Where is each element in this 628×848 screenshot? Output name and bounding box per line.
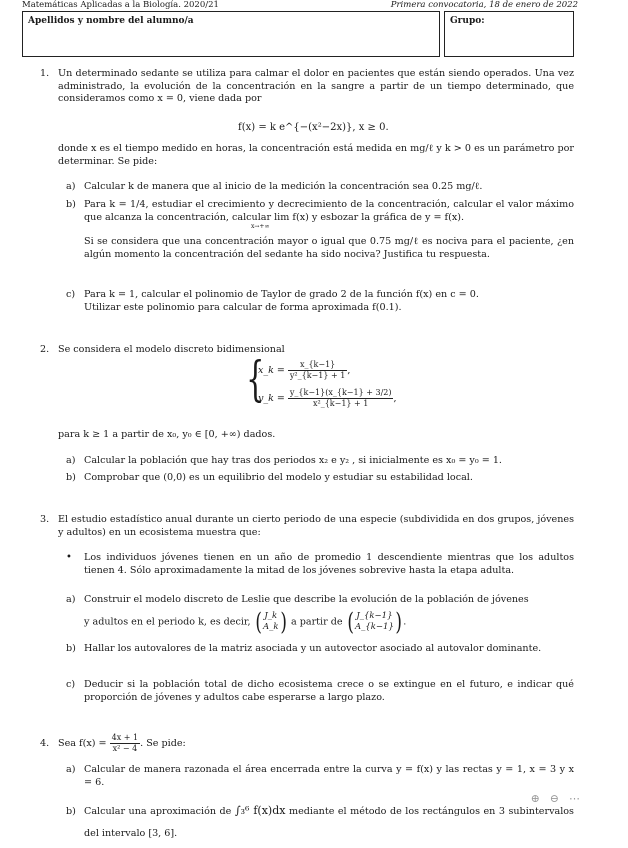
eq1-denominator: y²_{k−1} + 1 bbox=[289, 371, 346, 380]
item-label: b) bbox=[66, 472, 76, 483]
problem-4-number: 4. bbox=[40, 738, 50, 749]
more-icon[interactable]: ⋯ bbox=[569, 792, 590, 805]
group-label: Grupo: bbox=[450, 16, 485, 26]
item-label: b) bbox=[66, 643, 76, 654]
problem-1-number: 1. bbox=[40, 68, 50, 79]
problem-3b: Hallar los autovalores de la matriz asociada y un autovector asociado al autovalor dominante. bbox=[84, 643, 542, 654]
vector-current bbox=[263, 611, 279, 633]
problem-4b bbox=[84, 800, 574, 845]
problem-2-number: 2. bbox=[40, 344, 50, 355]
vec2-bottom: A_{k−1} bbox=[354, 622, 394, 632]
problem-2-condition: para k ≥ 1 a partir de x₀, y₀ ∈ [0, +∞) dados. bbox=[58, 429, 276, 440]
problem-1-formula: f(x) = k e^{−(x²−2x)}, x ≥ 0. bbox=[238, 122, 389, 133]
eq2-lhs: y_k = bbox=[258, 393, 285, 404]
problem-1a: Calcular k de manera que al inicio de la medición la concentración sea 0.25 mg/ℓ. bbox=[84, 181, 483, 192]
problem-1c-part2: Utilizar este polinomio para calcular de forma aproximada f(0.1). bbox=[84, 302, 402, 313]
problem-3-intro: El estudio estadístico anual durante un cierto periodo de una especie (subdividida en dos grupos, jóvenes y adultos) en un ecosistema muestra que: bbox=[58, 514, 574, 538]
group-box[interactable] bbox=[444, 11, 574, 57]
vec1-top: J_k bbox=[264, 611, 278, 621]
p4b-post: mediante el método de los rectángulos en 3 subintervalos del intervalo [3, 6]. bbox=[84, 806, 574, 839]
problem-3-bullet: Los individuos jóvenes tienen en un año de promedio 1 descendiente mientras que los adultos tienen 4. Sólo aproximadamente la mitad de los jóvenes sobrevive hasta la etapa adulta. bbox=[84, 552, 574, 576]
system-eq-2: y_k = $\frac{y\_\{k-1\}(x\_\{k-1\} + 3/2)}{\text{x²\_\{k−1\} + 1}}$ , bbox=[258, 388, 397, 408]
problem-1c-part1: Para k = 1, calcular el polinomio de Taylor de grado 2 de la función f(x) en c = 0. bbox=[84, 289, 479, 300]
p4b-pre: Calcular una aproximación de bbox=[84, 806, 232, 817]
f-numerator: 4x + 1 bbox=[111, 733, 139, 742]
zoom-in-icon[interactable]: ⊕ bbox=[530, 792, 550, 805]
paren-close: ) bbox=[395, 608, 402, 636]
paren-open: ( bbox=[347, 608, 354, 636]
problem-4a: Calcular de manera razonada el área encerrada entre la curva y = f(x) y las rectas y = 1, x = 3 y x = 6. bbox=[84, 764, 574, 788]
item-label: b) bbox=[66, 806, 76, 817]
problem-2b: Comprobar que (0,0) es un equilibrio del modelo y estudiar su estabilidad local. bbox=[84, 472, 473, 483]
item-label: c) bbox=[66, 679, 76, 690]
problem-3c: Deducir si la población total de dicho ecosistema crece o se extingue en el futuro, e indicar qué proporción de jóvenes y adultos cabe esperarse a largo plazo. bbox=[84, 679, 574, 703]
limit-subscript: x→+∞ bbox=[251, 223, 270, 230]
item-label: c) bbox=[66, 289, 76, 300]
item-label: b) bbox=[66, 199, 76, 210]
system-eq-1: x_k = $\frac{x\_\{k-1\}}{\text{y²\_\{k−1\} + 1}}$ , bbox=[258, 360, 351, 380]
vec1-bottom: A_k bbox=[262, 622, 279, 632]
f-fraction bbox=[110, 733, 140, 754]
eq2-denominator: x²_{k−1} + 1 bbox=[312, 399, 369, 408]
item-label: a) bbox=[66, 764, 76, 775]
system-brace: { bbox=[246, 351, 265, 407]
vector-previous bbox=[355, 611, 394, 633]
exam-date: Primera convocatoria, 18 de enero de 2022 bbox=[390, 0, 578, 10]
p4-intro-post: . Se pide: bbox=[140, 738, 186, 749]
f-denominator: x² − 4 bbox=[112, 744, 138, 753]
problem-3a-mid: a partir de bbox=[290, 616, 343, 628]
eq2-numerator: y_{k−1}(x_{k−1} + 3/2) bbox=[289, 388, 392, 397]
item-label: a) bbox=[66, 455, 76, 466]
p4-intro-pre: Sea f(x) = bbox=[58, 738, 107, 749]
problem-2-intro: Se considera el modelo discreto bidimensional bbox=[58, 344, 285, 355]
problem-1-intro: Un determinado sedante se utiliza para calmar el dolor en pacientes que están siendo operados. Una vez administrado, la evolución de la concentración en la sangre a partir de un tiempo determinado, que consideramos como x = 0, viene dada por bbox=[58, 68, 574, 104]
student-name-box[interactable] bbox=[22, 11, 440, 57]
problem-1-after: donde x es el tiempo medido en horas, la concentración está medida en mg/ℓ y k > 0 es un parámetro por determinar. Se pide: bbox=[58, 143, 574, 167]
eq1-fraction bbox=[288, 360, 347, 381]
vec2-top: J_{k−1} bbox=[356, 611, 393, 621]
paren-close: ) bbox=[279, 608, 287, 636]
eq1-lhs: x_k = bbox=[258, 365, 285, 376]
problem-3-number: 3. bbox=[40, 514, 50, 525]
viewer-controls bbox=[531, 792, 590, 805]
integral: ∫₃⁶ f(x)dx bbox=[234, 804, 286, 817]
problem-1b-part2: Si se considera que una concentración mayor o igual que 0.75 mg/ℓ es nociva para el paciente, ¿en algún momento la concentración del sedante ha sido nociva? Justifica tu respuesta. bbox=[84, 236, 574, 260]
page-header bbox=[22, 0, 578, 10]
student-name-label: Apellidos y nombre del alumno/a bbox=[28, 16, 194, 26]
problem-4-intro bbox=[58, 732, 574, 756]
item-label: a) bbox=[66, 594, 76, 605]
item-label: a) bbox=[66, 181, 76, 192]
paren-open: ( bbox=[254, 608, 262, 636]
bullet-dot: • bbox=[66, 552, 72, 563]
problem-3a-part2: y adultos en el periodo k, es decir, ( J_k A_k) a partir de ( J_{k−1} A_{k−1}). bbox=[84, 608, 407, 636]
problem-3a-part1: Construir el modelo discreto de Leslie que describe la evolución de la población de jóvenes bbox=[84, 594, 529, 605]
eq2-fraction bbox=[288, 388, 394, 409]
zoom-out-icon[interactable]: ⊖ bbox=[549, 792, 569, 805]
problem-3a-pre: y adultos en el periodo k, es decir, bbox=[84, 616, 251, 628]
course-title: Matemáticas Aplicadas a la Biología. 2020/21 bbox=[22, 0, 219, 10]
eq1-numerator: x_{k−1} bbox=[288, 360, 347, 371]
problem-1b-part1: Para k = 1/4, estudiar el crecimiento y decrecimiento de la concentración, calcular el valor máximo que alcanza la concentración, calcular lim f(x) y esbozar la gráfica de y = f(x). bbox=[84, 199, 574, 223]
problem-2a: Calcular la población que hay tras dos periodos x₂ e y₂ , si inicialmente es x₀ = y₀ = 1. bbox=[84, 455, 502, 466]
